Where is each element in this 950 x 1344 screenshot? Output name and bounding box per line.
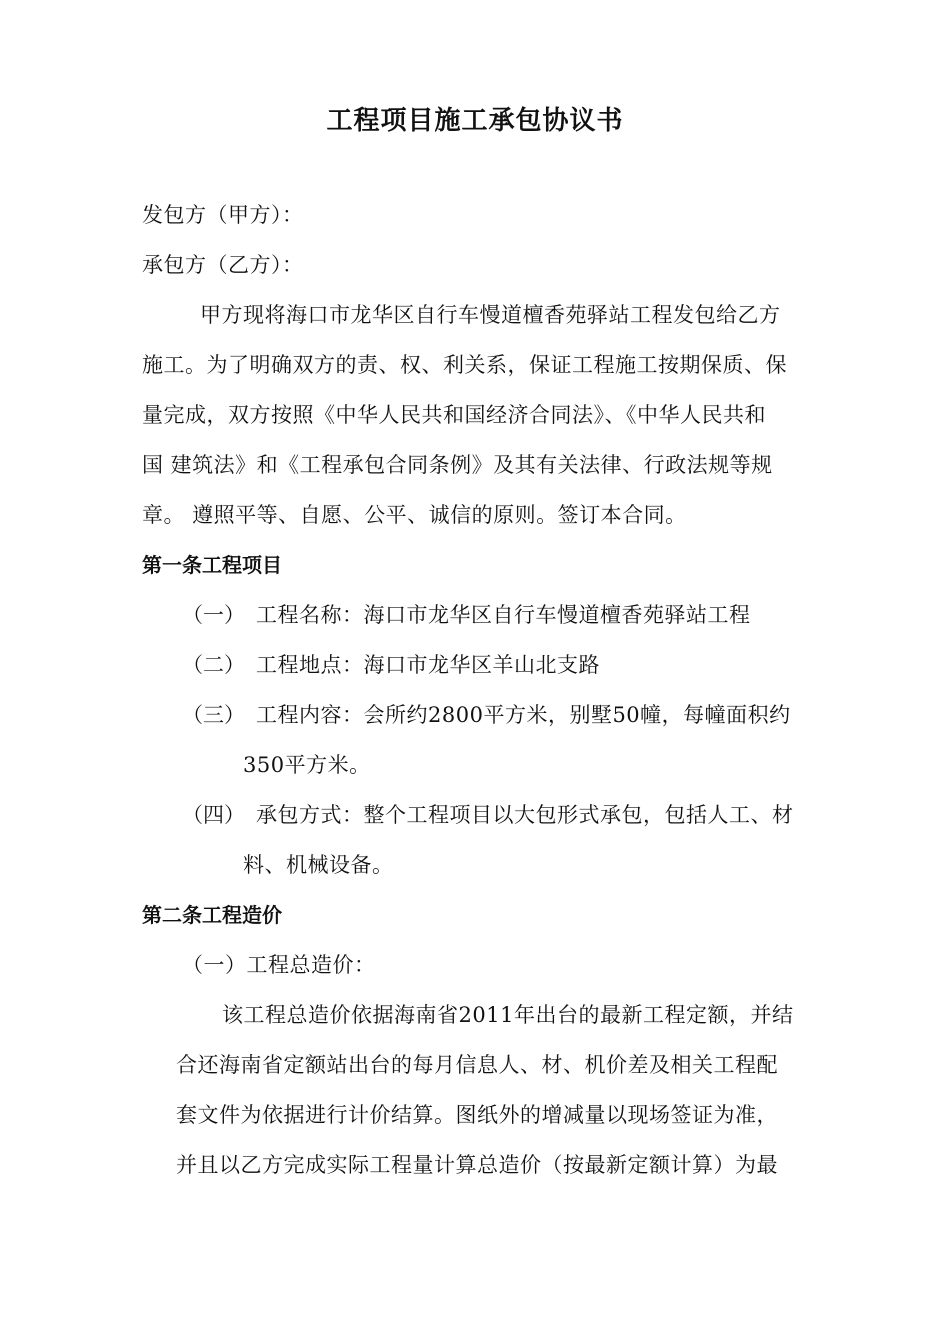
item-number: （二） xyxy=(182,653,245,677)
item-continuation: 350平方米。 xyxy=(243,753,371,777)
subsection-label: （一）工程总造价： xyxy=(182,953,376,977)
para-line: 套文件为依据进行计价结算。图纸外的增减量以现场签证为准， xyxy=(176,1103,778,1127)
section-heading: 第一条工程项目 xyxy=(142,553,282,577)
item-number: （四） xyxy=(182,803,245,827)
party-a-label: 发包方（甲方）： xyxy=(142,203,304,227)
document-title: 工程项目施工承包协议书 xyxy=(326,106,624,136)
intro-line: 国 建筑法》和《工程承包合同条例》及其有关法律、行政法规等规 xyxy=(142,453,773,477)
section-heading: 第二条工程造价 xyxy=(142,903,282,927)
para-line: 合还海南省定额站出台的每月信息人、材、机价差及相关工程配 xyxy=(176,1053,778,1077)
intro-line: 甲方现将海口市龙华区自行车慢道檀香苑驿站工程发包给乙方 xyxy=(200,303,781,327)
para-line: 并且以乙方完成实际工程量计算总造价（按最新定额计算）为最 xyxy=(176,1153,778,1177)
intro-line: 章。 遵照平等、自愿、公平、诚信的原则。签订本合同。 xyxy=(142,503,687,527)
para-line: 该工程总造价依据海南省2011年出台的最新工程定额，并结 xyxy=(222,1003,794,1027)
item-text: 工程内容：会所约2800平方米，别墅50幢，每幢面积约 xyxy=(256,703,791,727)
item-text: 工程地点：海口市龙华区羊山北支路 xyxy=(256,653,600,677)
item-number: （三） xyxy=(182,703,245,727)
item-text: 工程名称：海口市龙华区自行车慢道檀香苑驿站工程 xyxy=(256,603,751,627)
item-number: （一） xyxy=(182,603,245,627)
item-continuation: 料、机械设备。 xyxy=(243,853,394,877)
item-text: 承包方式：整个工程项目以大包形式承包，包括人工、材 xyxy=(256,803,794,827)
intro-line: 量完成，双方按照《中华人民共和国经济合同法》、《中华人民共和 xyxy=(142,403,766,427)
intro-line: 施工。为了明确双方的责、权、利关系，保证工程施工按期保质、保 xyxy=(142,353,787,377)
party-b-label: 承包方（乙方）： xyxy=(142,253,304,277)
